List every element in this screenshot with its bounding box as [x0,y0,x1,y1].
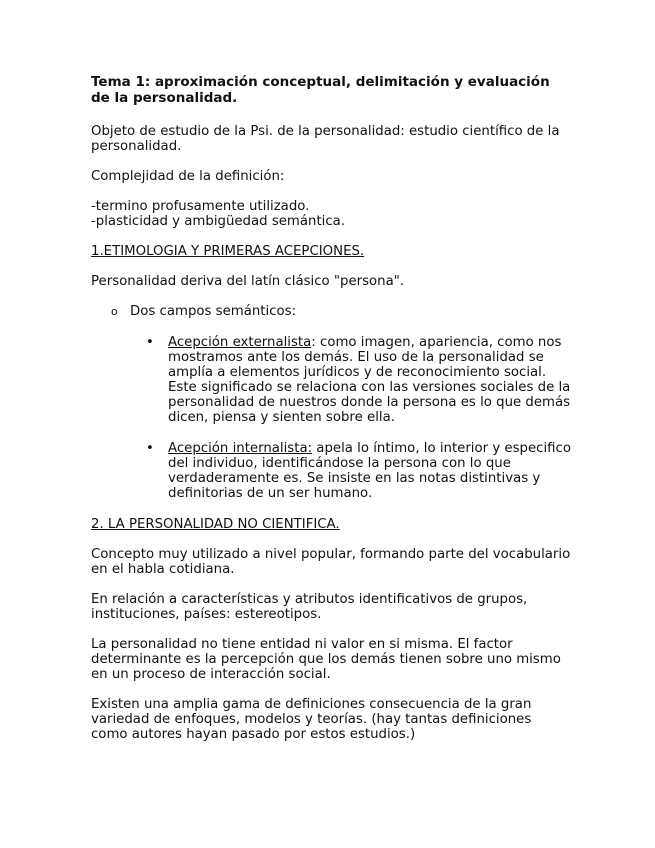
definition-internalista: apela lo íntimo, lo interior y especifico del individuo, identificándose la persona con lo que verdaderamente es. Se insiste en las notas distintivas y definitorias de un ser humano. [168,441,571,501]
section-2-heading [91,517,571,532]
section-1-intro: Personalidad deriva del latín clásico "persona". [91,274,405,289]
section-2-paragraph: Concepto muy utilizado a nivel popular, formando parte del vocabulario en el habla cotidiana. [91,547,571,577]
document-page [91,74,571,742]
term-externalista: Acepción externalista [168,335,312,350]
section-2-heading-text: 2. LA PERSONALIDAD NO CIENTIFICA. [91,517,340,532]
bullet-dot-icon: • [146,335,154,350]
complejidad-label: Complejidad de la definición: [91,169,285,184]
complejidad-item: -termino profusamente utilizado. [91,199,310,214]
sub-list-item [91,304,571,319]
document-title: Tema 1: aproximación conceptual, delimitación y evaluación de la personalidad. [91,74,550,106]
section-2-paragraph: La personalidad no tiene entidad ni valor en si misma. El factor determinante es la percepción que los demás tienen sobre uno mismo en un proceso de interacción social. [91,637,561,682]
sub-list-label: Dos campos semánticos: [130,304,297,319]
section-2-paragraph: Existen una amplia gama de definiciones consecuencia de la gran variedad de enfoques, modelos y teorías. (hay tantas definiciones como autores hayan pasado por estos estudios.) [91,697,532,742]
bullet-dot-icon: • [146,441,154,456]
objeto-paragraph: Objeto de estudio de la Psi. de la personalidad: estudio científico de la personalidad. [91,124,560,154]
bullet-item-internalista [91,441,571,501]
section-2-paragraph: En relación a características y atributos identificativos de grupos, instituciones, países: estereotipos. [91,592,528,622]
complejidad-item: -plasticidad y ambigüedad semántica. [91,214,346,229]
bullet-item-externalista [91,335,571,425]
section-1-heading-text: 1.ETIMOLOGIA Y PRIMERAS ACEPCIONES. [91,244,365,259]
circle-bullet-icon: o [111,305,118,318]
definition-externalista: : como imagen, apariencia, como nos mostramos ante los demás. El uso de la personalidad se amplía a elementos jurídicos y de reconocimiento social. Este significado se relaciona con las versiones sociales de la personalidad de nuestros donde la persona es lo que demás dicen, piensa y sienten sobre ella. [168,335,571,425]
term-internalista: Acepción internalista: [168,441,313,456]
section-1-heading [91,244,571,259]
